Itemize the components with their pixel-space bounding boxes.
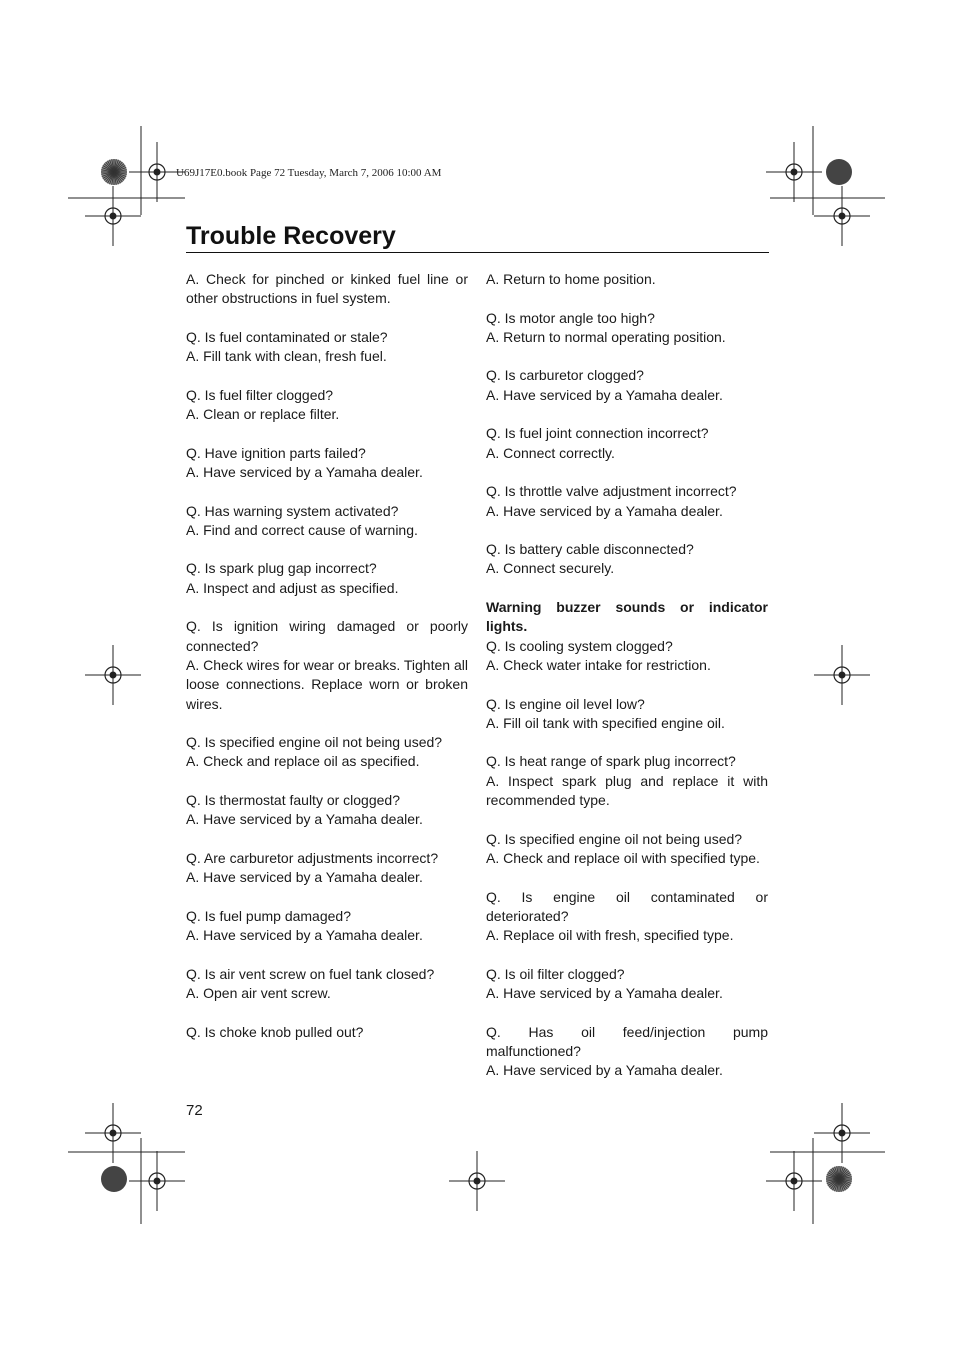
qa-block	[186, 1023, 468, 1042]
answer-text: A. Check wires for wear or breaks. Tighten all loose connections. Replace worn or broken wires.	[186, 656, 468, 712]
qa-block	[486, 695, 768, 734]
question-text: Q. Is spark plug gap incorrect?	[186, 560, 377, 577]
qa-block	[186, 965, 468, 1004]
question-text: Q. Is ignition wiring damaged or poorly connected?	[186, 618, 468, 654]
answer-text: A. Have serviced by a Yamaha dealer.	[486, 502, 723, 519]
qa-block	[486, 309, 768, 348]
color-register-sunburst-mark	[826, 1166, 852, 1192]
solid-register-mark	[826, 159, 852, 185]
answer-text: A. Check and replace oil with specified type.	[486, 849, 760, 866]
qa-block	[486, 830, 768, 869]
qa-block	[486, 752, 768, 810]
question-text: Q. Is fuel filter clogged?	[186, 386, 334, 403]
question-text: Q. Is specified engine oil not being used?	[486, 830, 743, 847]
answer-text: A. Inspect and adjust as specified.	[186, 579, 399, 596]
answer-text: A. Have serviced by a Yamaha dealer.	[486, 386, 723, 403]
qa-block	[186, 386, 468, 425]
answer-text: A. Check for pinched or kinked fuel line or other obstructions in fuel system.	[186, 271, 468, 307]
qa-block	[186, 907, 468, 946]
answer-text: A. Have serviced by a Yamaha dealer.	[186, 463, 423, 480]
page-number: 72	[186, 1102, 203, 1119]
question-text: Q. Are carburetor adjustments incorrect?	[186, 849, 439, 866]
question-text: Q. Is thermostat faulty or clogged?	[186, 792, 400, 809]
answer-text: A. Check water intake for restriction.	[486, 656, 711, 673]
qa-block	[186, 791, 468, 830]
answer-text: A. Fill oil tank with specified engine oil.	[486, 714, 725, 731]
qa-block	[486, 965, 768, 1004]
qa-block	[486, 270, 768, 289]
answer-text: A. Fill tank with clean, fresh fuel.	[186, 348, 387, 365]
qa-block	[486, 366, 768, 405]
question-text: Q. Is motor angle too high?	[486, 309, 655, 326]
question-text: Q. Has oil feed/injection pump malfunctioned?	[486, 1023, 768, 1059]
answer-text: A. Connect correctly.	[486, 444, 615, 461]
qa-block	[186, 849, 468, 888]
question-text: Q. Is engine oil contaminated or deteriorated?	[486, 888, 768, 924]
color-register-sunburst-mark	[101, 159, 127, 185]
question-text: Q. Is carburetor clogged?	[486, 367, 644, 384]
question-text: Q. Is battery cable disconnected?	[486, 541, 694, 558]
question-text: Q. Is fuel pump damaged?	[186, 907, 351, 924]
answer-text: A. Replace oil with fresh, specified type.	[486, 927, 734, 944]
answer-text: A. Have serviced by a Yamaha dealer.	[186, 811, 423, 828]
qa-block	[186, 733, 468, 772]
question-text: Q. Is throttle valve adjustment incorrect?	[486, 483, 737, 500]
answer-text: A. Connect securely.	[486, 560, 615, 577]
answer-text: A. Find and correct cause of warning.	[186, 521, 418, 538]
question-text: Q. Is specified engine oil not being used?	[186, 734, 443, 751]
solid-register-mark	[101, 1166, 127, 1192]
answer-text: A. Have serviced by a Yamaha dealer.	[186, 927, 423, 944]
question-text: Q. Is oil filter clogged?	[486, 965, 625, 982]
answer-text: A. Have serviced by a Yamaha dealer.	[186, 869, 423, 886]
answer-text: A. Open air vent screw.	[186, 984, 331, 1001]
answer-text: A. Check and replace oil as specified.	[186, 753, 420, 770]
answer-text: A. Inspect spark plug and replace it with recommended type.	[486, 772, 768, 809]
qa-block	[186, 328, 468, 367]
answer-text: A. Return to home position.	[486, 271, 656, 287]
answer-text: A. Have serviced by a Yamaha dealer.	[486, 984, 723, 1001]
left-column	[186, 270, 468, 1061]
qa-block	[486, 888, 768, 946]
right-column	[486, 270, 768, 1100]
qa-block	[486, 424, 768, 463]
qa-block	[186, 502, 468, 541]
question-text: Q. Is choke knob pulled out?	[186, 1023, 364, 1040]
section-heading: Warning buzzer sounds or indicator lights.	[486, 599, 768, 635]
page-title: Trouble Recovery	[186, 222, 396, 250]
answer-text: A. Clean or replace filter.	[186, 406, 340, 423]
title-rule	[186, 252, 769, 253]
qa-block	[186, 444, 468, 483]
qa-block	[186, 617, 468, 713]
question-text: Q. Is fuel contaminated or stale?	[186, 328, 388, 345]
question-text: Q. Is heat range of spark plug incorrect?	[486, 753, 736, 770]
book-header-info: U69J17E0.book Page 72 Tuesday, March 7, 2006 10:00 AM	[176, 167, 442, 179]
question-text: Q. Is cooling system clogged?	[486, 637, 673, 654]
question-text: Q. Have ignition parts failed?	[186, 444, 366, 461]
qa-block	[486, 540, 768, 579]
question-text: Q. Is air vent screw on fuel tank closed?	[186, 965, 435, 982]
qa-block	[186, 559, 468, 598]
qa-block	[486, 1023, 768, 1081]
answer-text: A. Have serviced by a Yamaha dealer.	[486, 1062, 723, 1079]
question-text: Q. Is engine oil level low?	[486, 695, 645, 712]
qa-block	[486, 598, 768, 675]
answer-text: A. Return to normal operating position.	[486, 328, 726, 345]
question-text: Q. Has warning system activated?	[186, 502, 399, 519]
qa-block	[486, 482, 768, 521]
question-text: Q. Is fuel joint connection incorrect?	[486, 425, 709, 442]
qa-block	[186, 270, 468, 309]
